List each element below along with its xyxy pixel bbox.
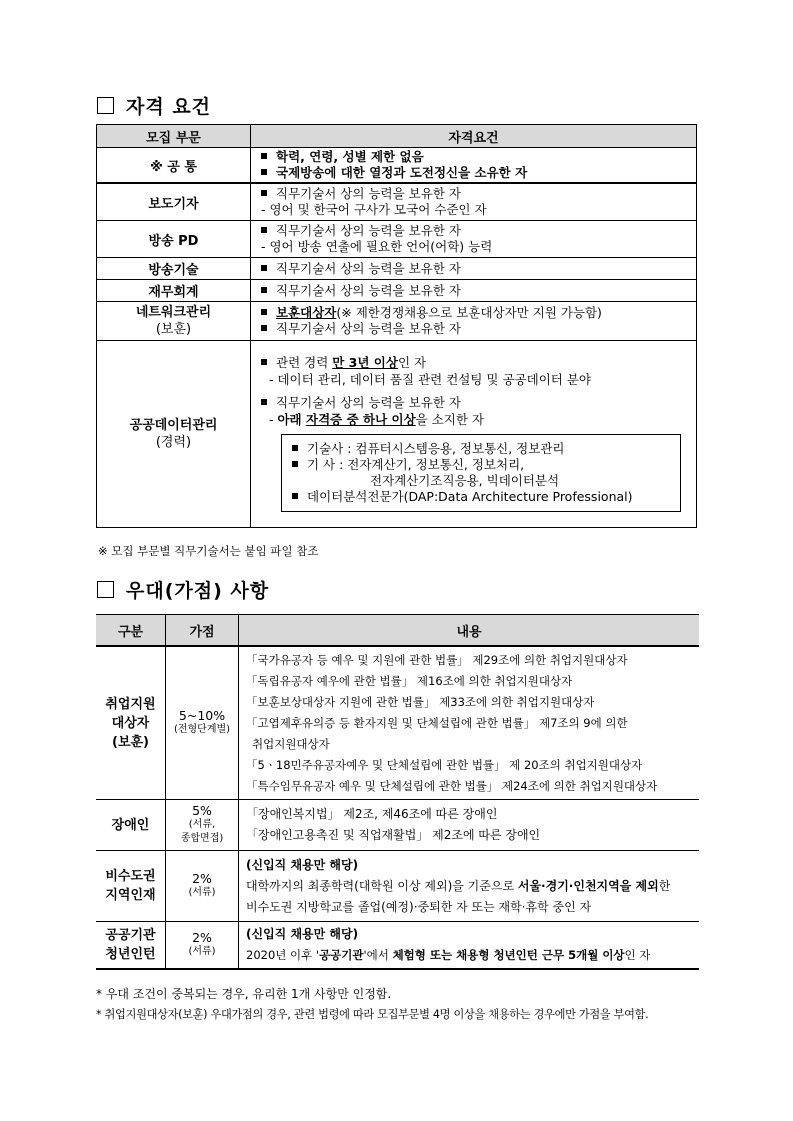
- row-points: 5% (서류, 종합면접): [166, 800, 239, 851]
- row-category: 공공데이터관리 (경력): [97, 341, 251, 528]
- table-row: [97, 258, 697, 280]
- table-row: [97, 183, 697, 221]
- bullet-icon: [261, 399, 267, 405]
- section-title-qualifications: 자격 요건: [97, 92, 211, 119]
- row-category: 공공기관 청년인턴: [96, 922, 166, 970]
- header-requirements: 자격요건: [251, 125, 697, 148]
- checkbox-square-icon: [97, 97, 114, 114]
- bullet-icon: [292, 461, 298, 467]
- bullet-icon: [261, 169, 267, 175]
- row-content: 「국가유공자 등 예우 및 지원에 관한 법률」 제29조에 의한 취업지원대상자 「독립유공자 예우에 관한 법률」 제16조에 의한 취업지원대상자 「보훈보상대상자 지원에 관한 법률」 제33조에 의한 취업지원대상자 「고엽제후유의증 등 환자지원 및 단체설립에 관한 법률」 제7조의 9에 의한 취업지원대상자 「5ㆍ18민주유공자예우 및 단체설립에 관한 법률」 제 20조의 취업지원대상자 「특수임무유공자 예우 및 단체설립에 관한 법률」 제24조에 의한 취업지원대상자: [239, 646, 700, 800]
- row-category: 보도기자: [97, 183, 251, 221]
- row-category: ※ 공 통: [97, 148, 251, 184]
- duplicate-condition-note: * 우대 조건이 중복되는 경우, 유리한 1개 사항만 인정함.: [96, 987, 392, 1001]
- table-row: [96, 851, 699, 922]
- bullet-icon: [261, 153, 267, 159]
- row-category: 장애인: [96, 800, 166, 851]
- header-content: 내용: [239, 615, 700, 647]
- job-description-note: ※ 모집 부문별 직무기술서는 붙임 파일 참조: [98, 544, 319, 558]
- bullet-icon: [261, 359, 267, 365]
- bullet-icon: [261, 227, 267, 233]
- qualifications-table: [96, 124, 697, 528]
- certificate-box: 기술사 : 컴퓨터시스템응용, 정보통신, 정보관리 기 사 : 전자계산기, 정보통신, 정보처리, 전자계산기조직응용, 빅데이터분석 데이터분석전문가(DAP:Data Architecture Professional): [281, 434, 681, 512]
- bullet-icon: [261, 309, 267, 315]
- row-requirements: 직무기술서 상의 능력을 보유한 자 - 영어 방송 연출에 필요한 언어(어학) 능력: [251, 221, 697, 258]
- bullet-icon: [261, 325, 267, 331]
- row-category: 재무회계: [97, 280, 251, 302]
- row-requirements: 직무기술서 상의 능력을 보유한 자 - 영어 및 한국어 구사가 모국어 수준인 자: [251, 183, 697, 221]
- bullet-icon: [261, 265, 267, 271]
- row-category: 비수도권 지역인재: [96, 851, 166, 922]
- veteran-points-note: * 취업지원대상자(보훈) 우대가점의 경우, 관련 법령에 따라 모집부문별 4명 이상을 채용하는 경우에만 가점을 부여함.: [96, 1008, 649, 1021]
- table-row: [97, 280, 697, 302]
- row-points: 2% (서류): [166, 922, 239, 970]
- row-requirements: 직무기술서 상의 능력을 보유한 자: [251, 280, 697, 302]
- table-row: [96, 800, 699, 851]
- section-title-preferences: 우대(가점) 사항: [97, 576, 269, 603]
- bullet-icon: [261, 190, 267, 196]
- table-header-row: [97, 125, 697, 148]
- row-points: 2% (서류): [166, 851, 239, 922]
- table-row: [97, 148, 697, 184]
- row-category: 방송기술: [97, 258, 251, 280]
- table-row: [97, 341, 697, 528]
- row-content: (신입직 채용만 해당) 대학까지의 최종학력(대학원 이상 제외)을 기준으로 서울·경기·인천지역을 제외한 비수도권 지방학교를 졸업(예정)·중퇴한 자 또는 재학·휴학 중인 자: [239, 851, 700, 922]
- row-category: 네트워크관리 (보훈): [97, 302, 251, 341]
- table-row: [97, 302, 697, 341]
- row-content: 「장애인복지법」 제2조, 제46조에 따른 장애인 「장애인고용촉진 및 직업재활법」 제2조에 따른 장애인: [239, 800, 700, 851]
- row-points: 5~10% (전형단계별): [166, 646, 239, 800]
- header-recruit-field: 모집 부문: [97, 125, 251, 148]
- table-row: [96, 922, 699, 970]
- header-category: 구분: [96, 615, 166, 647]
- preferences-table: [96, 614, 699, 970]
- row-content: (신입직 채용만 해당) 2020년 이후 '공공기관'에서 체험형 또는 채용형 청년인턴 근무 5개월 이상인 자: [239, 922, 700, 970]
- row-category: 방송 PD: [97, 221, 251, 258]
- bullet-icon: [261, 287, 267, 293]
- bullet-icon: [292, 493, 298, 499]
- row-requirements: 관련 경력 만 3년 이상인 자 - 데이터 관리, 데이터 품질 관련 컨설팅 및 공공데이터 분야 직무기술서 상의 능력을 보유한 자 - 아래 자격증 중 하나 이상을 소지한 자 기술사 : 컴퓨터시스템응용, 정보통신, 정보관리 기 사 : 전자계산기, 정보통신, 정보처리, 전자계산기조직응용, 빅데이터분석 데이터분석전문가(DAP:Data Architecture Professional): [251, 341, 697, 528]
- row-category: 취업지원 대상자 (보훈): [96, 646, 166, 800]
- header-points: 가점: [166, 615, 239, 647]
- table-row: [96, 646, 699, 800]
- table-header-row: [96, 615, 699, 647]
- checkbox-square-icon: [97, 581, 114, 598]
- bullet-icon: [292, 445, 298, 451]
- row-requirements: 보훈대상자(※ 제한경쟁채용으로 보훈대상자만 지원 가능함) 직무기술서 상의 능력을 보유한 자: [251, 302, 697, 341]
- row-requirements: 학력, 연령, 성별 제한 없음 국제방송에 대한 열정과 도전정신을 소유한 자: [251, 148, 697, 184]
- table-row: [97, 221, 697, 258]
- row-requirements: 직무기술서 상의 능력을 보유한 자: [251, 258, 697, 280]
